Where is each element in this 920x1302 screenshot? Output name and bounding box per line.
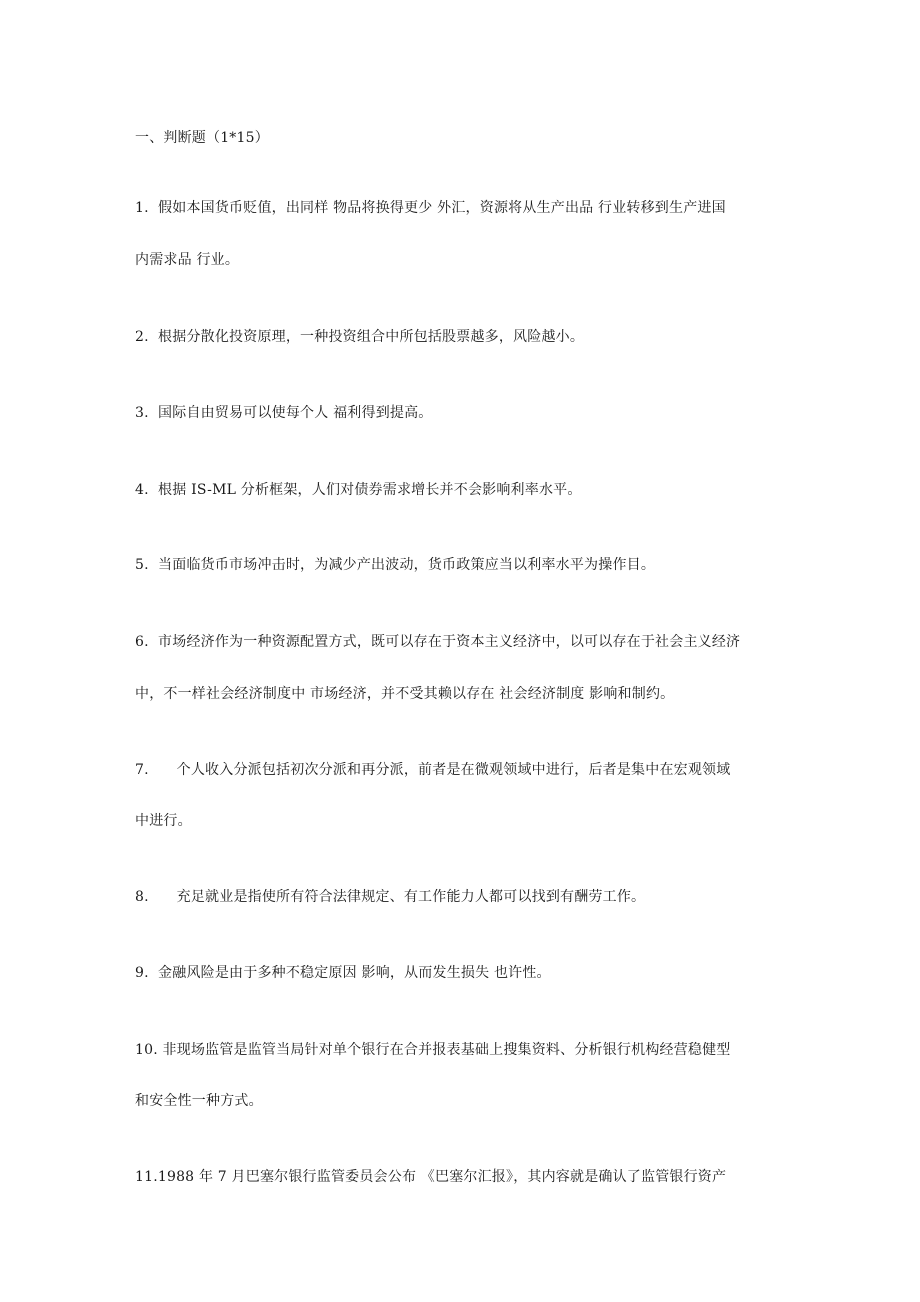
question-1-line-1: 1. 假如本国货币贬值，出同样 物品将换得更少 外汇，资源将从生产出品 行业转移到生产进国 — [135, 200, 726, 216]
question-10-line-1: 10. 非现场监管是监管当局针对单个银行在合并报表基础上搜集资料、分析银行机构经营稳健型 — [135, 1042, 731, 1058]
question-3: 3. 国际自由贸易可以使每个人 福利得到提高。 — [135, 405, 433, 421]
question-11-line-1: 11.1988 年 7 月巴塞尔银行监管委员会公布 《巴塞尔汇报》，其内容就是确认了监管银行资产 — [135, 1169, 727, 1185]
question-1-line-2: 内需求品 行业。 — [135, 252, 240, 268]
question-10-line-2: 和安全性一种方式。 — [135, 1093, 263, 1109]
question-5: 5. 当面临货币市场冲击时，为减少产出波动，货币政策应当以利率水平为操作目。 — [135, 557, 656, 573]
question-7-line-1: 7. 个人收入分派包括初次分派和再分派，前者是在微观领域中进行，后者是集中在宏观领域 — [135, 762, 731, 778]
question-2: 2. 根据分散化投资原理，一种投资组合中所包括股票越多，风险越小。 — [135, 329, 585, 345]
question-6-line-2: 中，不一样社会经济制度中 市场经济，并不受其赖以存在 社会经济制度 影响和制约。 — [135, 686, 675, 702]
question-4: 4. 根据 IS-ML 分析框架，人们对债券需求增长并不会影响利率水平。 — [135, 482, 582, 498]
question-7-line-2: 中进行。 — [135, 813, 192, 829]
question-6-line-1: 6. 市场经济作为一种资源配置方式，既可以存在于资本主义经济中，以可以存在于社会主义经济 — [135, 634, 741, 650]
question-9: 9. 金融风险是由于多种不稳定原因 影响，从而发生损失 也许性。 — [135, 965, 551, 981]
question-8: 8. 充足就业是指使所有符合法律规定、有工作能力人都可以找到有酬劳工作。 — [135, 889, 646, 905]
section-title: 一、判断题（1*15） — [135, 130, 269, 146]
